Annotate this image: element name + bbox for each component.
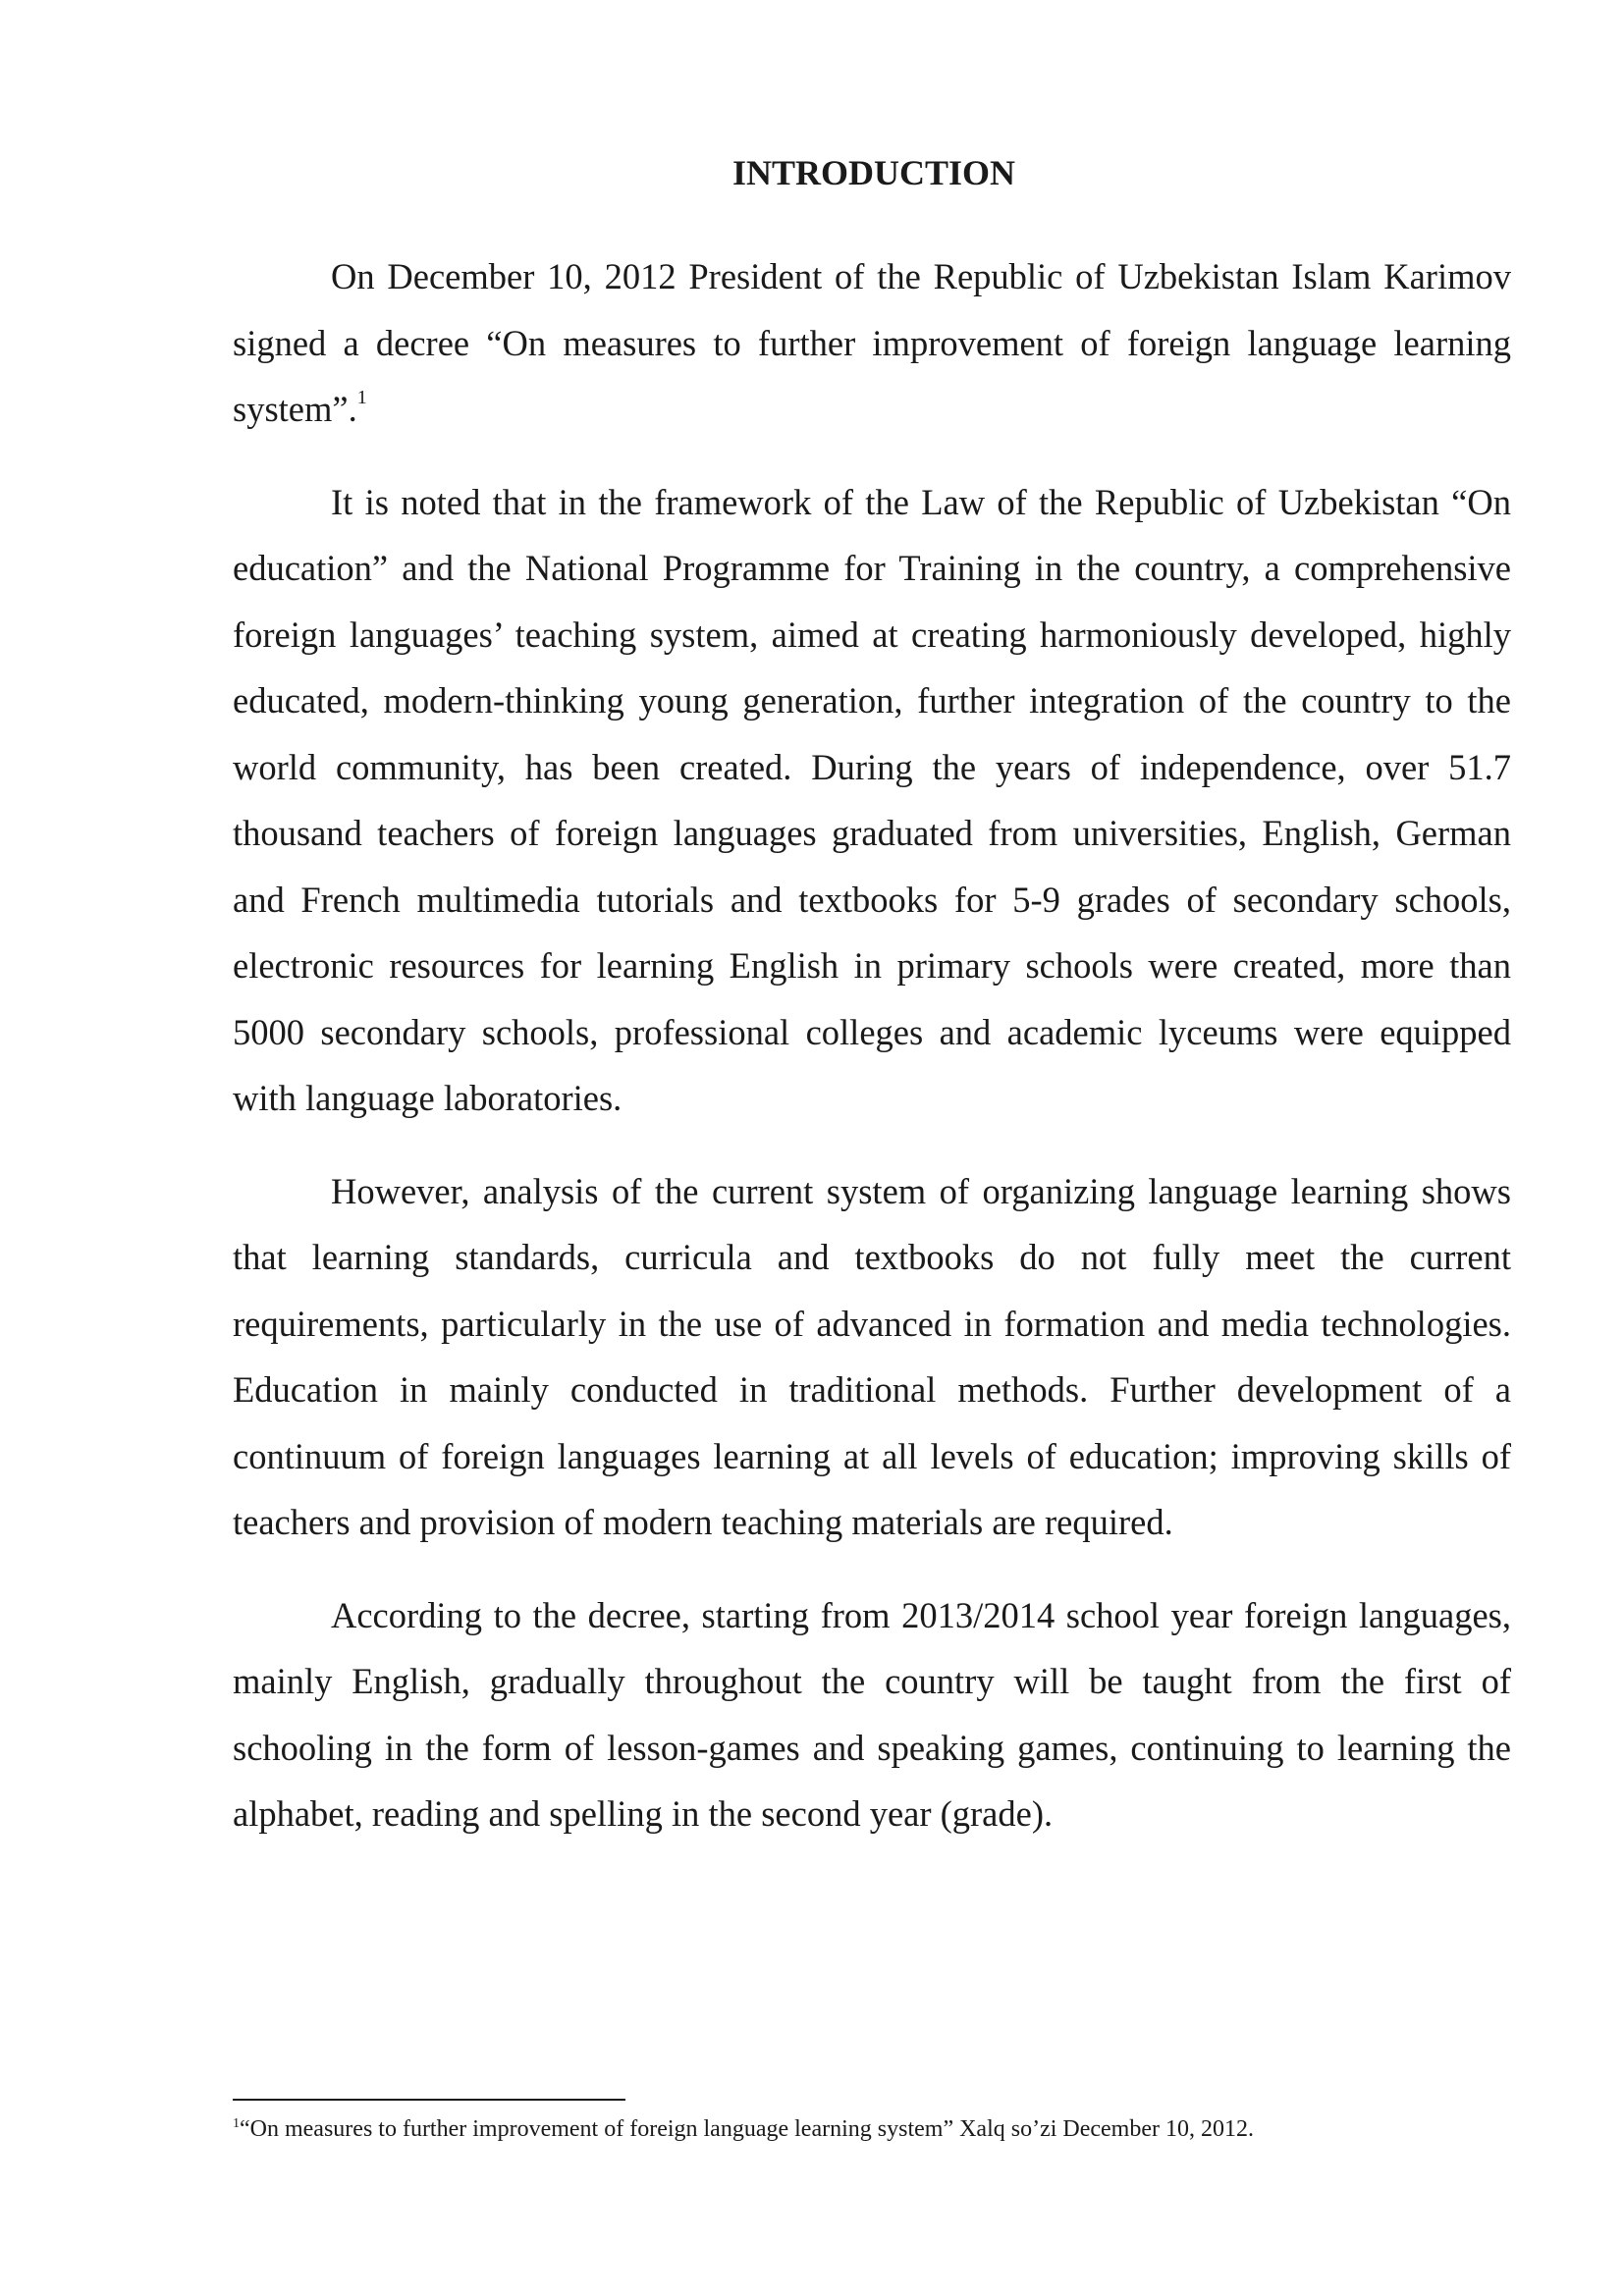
footnote [233, 2114, 1519, 2144]
page-title: INTRODUCTION [731, 153, 1016, 192]
paragraph-3: However, analysis of the current system of organizing language learning shows that learning standards, curricula and textbooks do not fully meet the current requirements, particularly in the use of advanced in formation and media technologies. Education in mainly conducted in traditional methods. Further development of a continuum of foreign languages learning at all levels of education; improving skills of teachers and provision of modern teaching materials are required. [233, 1170, 1511, 1542]
footnote-text: “On measures to further improvement of foreign language learning system” Xalq so’zi December 10, 2012. [240, 2116, 1254, 2142]
paragraph-2: It is noted that in the framework of the Law of the Republic of Uzbekistan “On education” and the National Programme for Training in the country, a comprehensive foreign languages’ teaching system, aimed at creating harmoniously developed, highly educated, modern-thinking young generation, further integration of the country to the world community, has been created. During the years of independence, over 51.7 thousand teachers of foreign languages graduated from universities, English, German and French multimedia tutorials and textbooks for 5-9 grades of secondary schools, electronic resources for learning English in primary schools were created, more than 5000 secondary schools, professional colleges and academic lyceums were equipped with language laboratories. [233, 481, 1511, 1118]
paragraph-1 [233, 243, 1511, 443]
paragraph-4: According to the decree, starting from 2013/2014 school year foreign languages, mainly English, gradually throughout the country will be taught from the first of schooling in the form of lesson-games and speaking games, continuing to learning the alphabet, reading and spelling in the second year (grade). [233, 1594, 1511, 1834]
footnote-reference: 1 [356, 387, 367, 408]
footnote-number: 1 [233, 2116, 240, 2131]
body-text [233, 243, 1511, 1874]
paragraph-1-text: On December 10, 2012 President of the Republic of Uzbekistan Islam Karimov signed a decree “On measures to further improvement of foreign language learning system”. [233, 256, 1511, 429]
footnote-separator [233, 2099, 625, 2101]
